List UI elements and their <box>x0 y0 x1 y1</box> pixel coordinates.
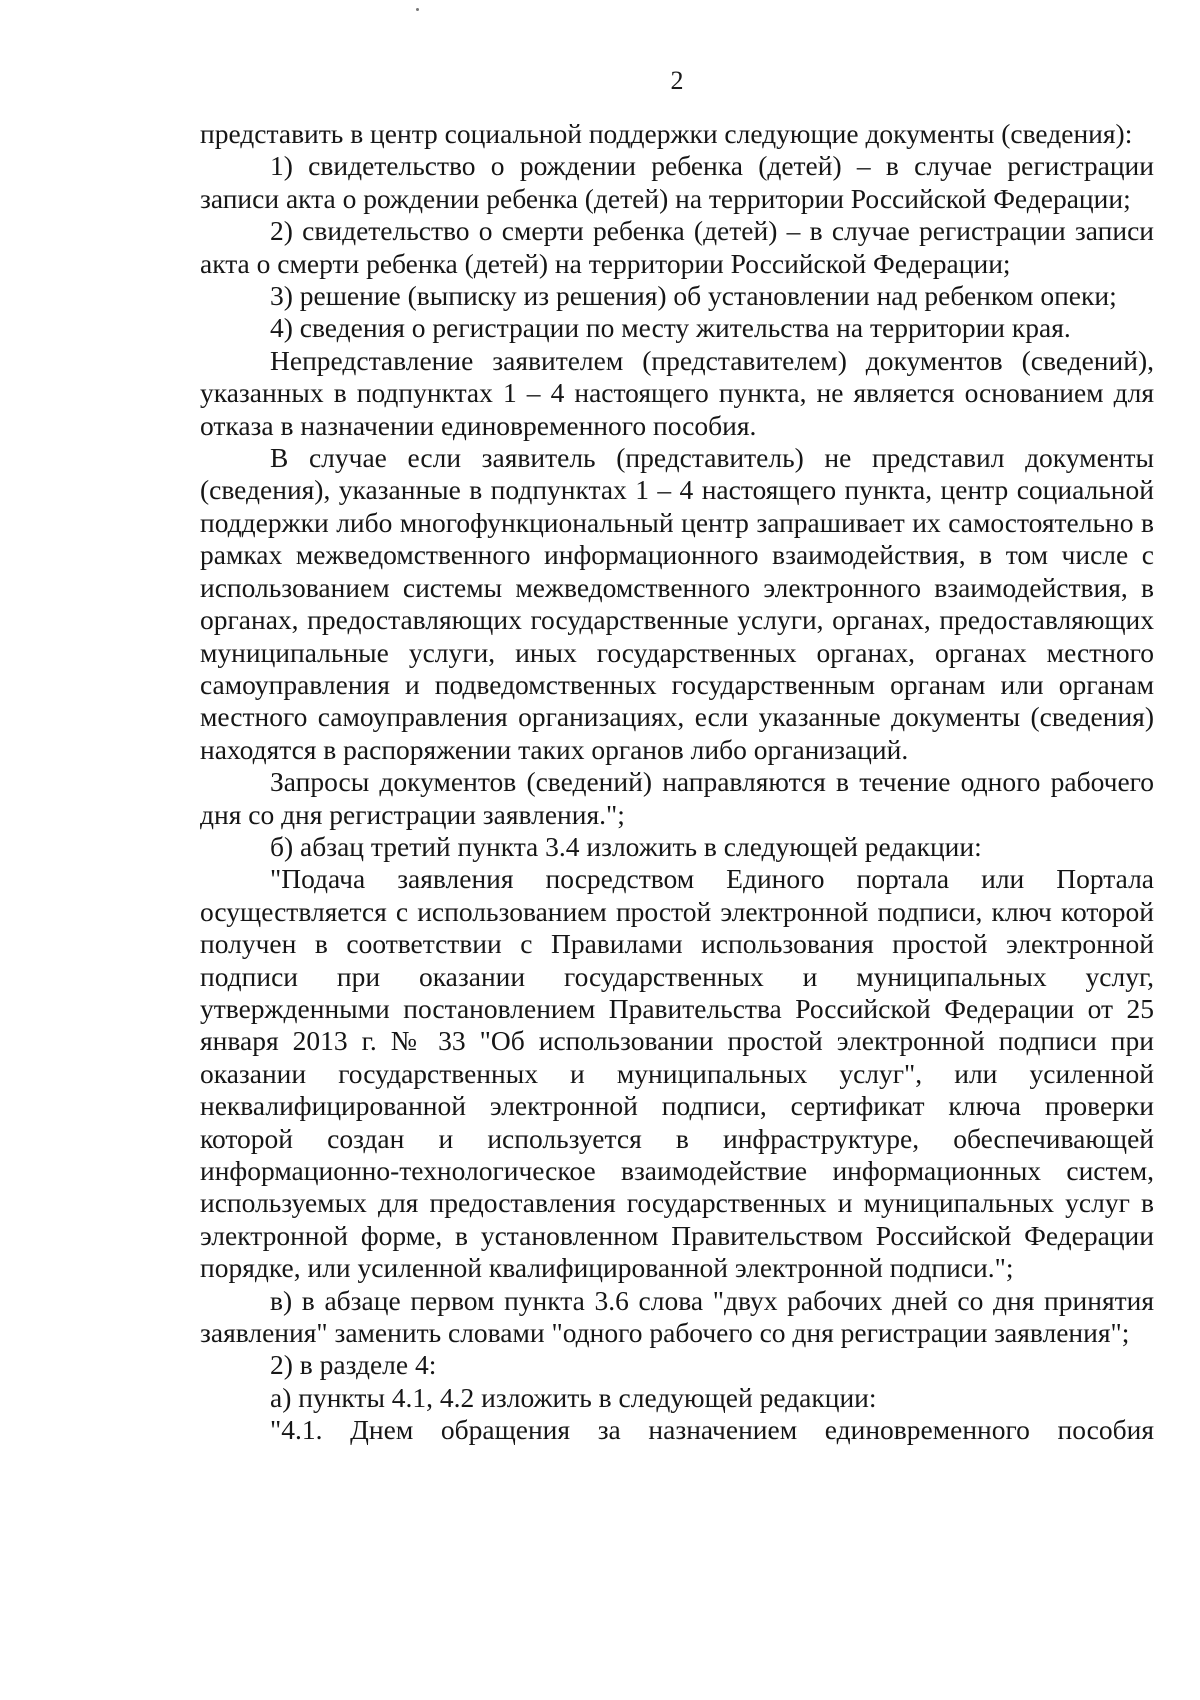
page-number: 2 <box>670 66 684 95</box>
list-item-guardianship-decision: 3) решение (выписку из решения) об установлении над ребенком опеки; <box>270 280 1117 312</box>
paragraph-electronic-signature: "Подача заявления посредством Единого портала или Портала осуществляется с использованием простой электронной подписи, ключ которой получен в соответствии с Правилами использования простой электронной подписи при оказании государственных и муниципальных услуг, утвержденными постановлением Правительства Российской Федерации от 25 января 2013 г. № 33 "Об использовании простой электронной подписи при оказании государственных и муниципальных услуг", или усиленной неквалифицированной электронной подписи, сертификат ключа проверки которой создан и используется в инфраструктуре, обеспечивающей информационно-технологическое взаимодействие информационных систем, используемых для предоставления государственных и муниципальных услуг в электронной форме, в установленном Правительством Российской Федерации порядке, или усиленной квалифицированной электронной подписи."; <box>200 863 1154 1284</box>
amendment-v: в) в абзаце первом пункта 3.6 слова "двух рабочих дней со дня принятия заявления" заменить словами "одного рабочего со дня регистрации заявления"; <box>200 1284 1154 1349</box>
list-item-birth-certificate: 1) свидетельство о рождении ребенка (детей) – в случае регистрации записи акта о рождении ребенка (детей) на территории Российской Федерации; <box>200 150 1154 214</box>
document-body <box>200 118 1154 1447</box>
paragraph-continuation: представить в центр социальной поддержки следующие документы (сведения): <box>200 118 1133 149</box>
list-item-death-certificate: 2) свидетельство о смерти ребенка (детей) – в случае регистрации записи акта о смерти ребенка (детей) на территории Российской Федерации; <box>200 215 1154 279</box>
section-4-amendment: 2) в разделе 4: <box>270 1349 437 1381</box>
paragraph-request-deadline: Запросы документов (сведений) направляются в течение одного рабочего дня со дня регистрации заявления."; <box>200 766 1154 830</box>
paragraph-4-1-start: "4.1. Днем обращения за назначением единовременного пособия <box>270 1414 1154 1446</box>
scan-speck <box>416 8 419 11</box>
paragraph-interagency-request: В случае если заявитель (представитель) не представил документы (сведения), указанные в подпунктах 1 – 4 настоящего пункта, центр социальной поддержки либо многофункциональный центр запрашивает их самостоятельно в рамках межведомственного информационного взаимодействия, в том числе с использованием системы межведомственного электронного взаимодействия, в органах, предоставляющих государственные услуги, органах, предоставляющих муниципальные услуги, иных государственных органах, органах местного самоуправления и подведомственных государственным органам или органам местного самоуправления организациях, если указанные документы (сведения) находятся в распоряжении таких органов либо организаций. <box>200 442 1154 765</box>
amendment-b: б) абзац третий пункта 3.4 изложить в следующей редакции: <box>270 830 982 862</box>
amendment-a: а) пункты 4.1, 4.2 изложить в следующей редакции: <box>270 1381 877 1413</box>
list-item-residence-registration: 4) сведения о регистрации по месту жительства на территории края. <box>270 312 1071 344</box>
paragraph-non-submission: Непредставление заявителем (представителем) документов (сведений), указанных в подпунктах 1 – 4 настоящего пункта, не является основанием для отказа в назначении единовременного пособия. <box>200 344 1154 441</box>
